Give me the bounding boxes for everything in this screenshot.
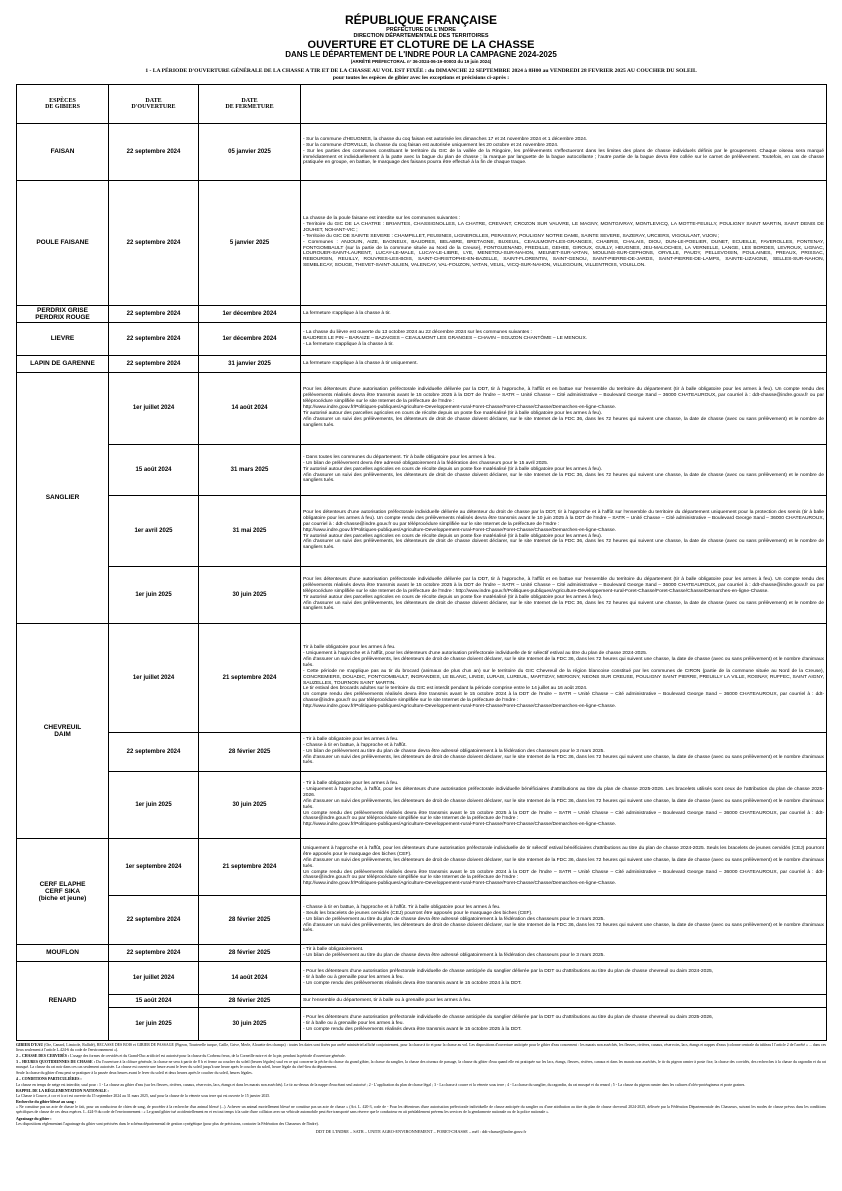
republique: RÉPUBLIQUE FRANÇAISE [344, 13, 497, 27]
note-heures: 3 – HEURES QUOTIDIENNES DE CHASSE : Du l'ouverture à la clôture générale, la chasse ne sera à partir de 8 h et ferme au coucher du soleil (heures légales) sauf en ce qui concerne la pêche du chasse du grand gibier, la chasse du sanglier, la chasse des oiseaux de passage, la chasse du gibier d'eau quand elle est pratiquée sur les lacs, étangs, fleuves, rivières, canaux et dans les marais non asséchés, le tir du pigeon ramier à poste fixe, la chasse des corvidés, des recherches à la chasse du ragondin et du rat musqué. La chasse du rat noir dans ces cas seulement autorisée. La chasse est ouverte une heure avant le lever du soleil jusqu'à une heure après le coucher du soleil, heure légale du chef-lieu du département. [16, 1059, 826, 1070]
note-cervides: 2 – CHASSE DES CERVIDÉS : L'usage des formes de cervidés et du Grand-Duc artificiel est autorisé pour la chasse du Corbeau freux, de la Corneille noire et de la pie, pendant la période d'ouverture générale. [16, 1053, 346, 1058]
cerf-species: CERF ELAPHE CERF SIKA (biche et jeune) [17, 838, 109, 944]
species-row-0-species: FAISAN [17, 123, 109, 180]
renard-details: Sur l'ensemble du département, tir à balle ou à grenaille pour les armes à feu. [301, 994, 827, 1007]
table-row [17, 623, 827, 732]
species-row-2-species: PERDRIX GRISE PERDRIX ROUGE [17, 305, 109, 322]
cerf-close: 21 septembre 2024 [199, 838, 301, 895]
renard-open: 1er juillet 2024 [109, 961, 199, 994]
header-details [301, 84, 827, 123]
note-agrainage: Agrainage du gibier : Les dispositions réglementant l'agrainage du gibier sont précisées dans le schéma départemental de gestion cynégétique (pour plus de précisions, contacter la Fédération des Chasseurs de l'Indre). [16, 1116, 319, 1126]
species-row-1-details: La chasse de la poule faisane est interdite sur les communes suivantes : - Territoire du GIC DE LA CHATRE : BRIANTES, CHASSIGNOLLES, LA CHATRE, CREVANT, CROZON SUR VAUVRE, LE MAGNY, MONTGIVRAY, MONTLEVICQ, LA MOTTE-FEUILLY, POULIGNY SAINT MARTIN, SAINT DENIS DE JOUHET, NOHANT-VIC ; - Territoire du GIC DE SAINTE SEVERE : CHAMPILLET, FEUSINES, LIGNEROLLES, PERASSAY, POULIGNY NOTRE DAME, SAINTE SEVERE, SAZERAY, URCIERS, VIGOULANT, VIJON ; - Communes : ANJOUIN, AIZE, BAGNEUX, BAUDRES, BELABRE, BRETAGNE, BUXEUIL, CEAULMONT-LES-GRANGES, CHABRIS, CHALAIS, DIOU, DUN-LE-POELIER, DUNET, ECUEILLE, FAVEROLLES, FONTENAY, FONTGOMBAULT (sur la partie de la commune située au Nord de la Creuse), FONTGUENAND, FREDILLE, GEHEE, GIROUX, GUILLY, HEUGNES, JEU-MALOCHES, LA VERNELLE, LANGE, LES BORDES, LEVROUX, LIGNAC, LOUROUER-SAINT-LAURENT, LUCAY-LE-MALE, LUCAY-LE-LIBRE, LYE, MENETOU-SUR-NAHON, MEUNET-SUR-VATAN, MOULINS-SUR-CEPHONS, ORVILLE, PAUDY, PELLEVOISIN, POULAINES, PREAUX, PRISSAC, REBOURSIN, REUILLY, ROUVRES-LES-BOIS, SAINT-CHRISTOPHE-EN-BAZELLE, SAINT-FLORENTIN, SAINT-GENOU, SAINT-PIERRE-DE-JARDS, SAINT-PIERRE-DE-LAMPS, SAINTE-LIZAIGNE, SELLES-SUR-NAHON, SEMBLECAY, SOUGE, THEVET-SAINT-JULIEN, VALENCAY, VAL-FOUZON, VATAN, VEUIL, VICQ-SUR-NAHON, VILLEGOUIN, VILLENTROIS, VOUILLON. [301, 180, 827, 305]
species-row-1-close: 5 janvier 2025 [199, 180, 301, 305]
note-passee: Seule la chasse du gibier d'eau peut se pratiquer à la passée deux heures avant le lever du soleil et deux heures après le coucher du soleil, heures légales. [16, 1071, 253, 1076]
mouflon-details: - Tir à balle obligatoirement. - Un bilan de prélèvement au titre du plan de chasse devra être adressé obligatoirement à la fédération des chasseurs pour le 3 mars 2025. [301, 944, 827, 961]
species-row-0-close: 05 janvier 2025 [199, 123, 301, 180]
page-subtitle: DANS LE DÉPARTEMENT DE L'INDRE POUR LA CAMPAGNE 2024-2025 [285, 50, 557, 60]
renard-close: 28 février 2025 [199, 994, 301, 1007]
table-row [17, 123, 827, 180]
mouflon-close: 28 février 2025 [199, 944, 301, 961]
species-row-2-close: 1er décembre 2024 [199, 305, 301, 322]
intro-line-2: pour toutes les espèces de gibier avec les exceptions et précisions ci-après : [332, 74, 510, 81]
note-gibier-blesse: Recherche du gibier blessé au sang : « Ne constitue pas un acte de chasse le fait, pour un conducteur de chien de sang, de procéder à la recherche d'un animal blessé (...). Achever un animal mortellement blessé ne constitue pas un acte de chasse » (Art. L. 420-3, code de - Pour les détenteurs d'une autorisation préfectorale individuelle de chasse anticipée du sanglier ou d'une attribution au titre du plan de chasse chevreuil 2024-2025, délivrée par la Fédération Départementale des Chasseurs, suivant les modes de chasse prévus dans les conditions spécifiques de chasse de ces deux espèces. L. 424-9 du code de l'environnement : « Le grand gibier tué accidentellement en et en tout temps à la suite d'une collision avec un véhicule automobile peut être transporté sans réserve que le conducteur en ait préalablement prévenu les services de la gendarmerie nationale ou de la police nationale ». [16, 1100, 826, 1115]
species-row-3-close: 1er décembre 2024 [199, 322, 301, 355]
mouflon-species: MOUFLON [17, 944, 109, 961]
table-row [17, 305, 827, 322]
sanglier-details: Pour les détenteurs d'une autorisation préfectorale individuelle délivrée par la DDT, tir à l'approche, à l'affût et en battue sur l'ensemble du territoire du département (tir à balle obligatoire pour les armes à feu). Un compte rendu des prélèvements réalisés devra être transmis avant le 15 octobre 2025 à la DDT de l'Indre – SATR – Unité Chasse – Cité administrative – Boulevard George Sand – 36000 CHATEAUROUX, par courriel à : ddt-chasse@indre.gouv.fr ou par téléprocédure simplifiée sur le site Internet de la préfecture de l'Indre : http://www.indre.gouv.fr/Politiques-publiques/Agriculture-Developpement-rural-Foret-Chasse/Foret-Chasse/Chasse/Demarches-en-ligne-Chasse. Tir autorisé autour des parcelles agricoles en cours de récolte depuis un poste fixe matérialisé (tir à balle obligatoire pour les armes à feu). Afin d'assurer un suivi des prélèvements, les détenteurs de droit de chasse doivent déclarer, sur le site Internet de la FDC 36, dans les 72 heures qui suivent une chasse, la date de chasse (avec ou sans prélèvement) et le nombre de sangliers tués. [301, 372, 827, 444]
sanglier-details: - Dans toutes les communes du département. Tir à balle obligatoire pour les armes à feu. - Un bilan de prélèvement devra être adressé obligatoirement à la fédération des chasseurs pour le 15 avril 2025. Tir autorisé autour des parcelles agricoles en cours de récolte depuis un poste fixe matérialisé (tir à balle obligatoire pour les armes à feu). Afin d'assurer un suivi des prélèvements, les détenteurs de droit de chasse doivent déclarer, sur le site Internet de la FDC 36, dans les 72 heures qui suivent une chasse, la date de chasse (avec ou sans prélèvement) et le nombre de sangliers tués. [301, 444, 827, 495]
species-row-0-details: - Sur la commune d'HEUGNES, la chasse du coq faisan est autorisée les dimanches 17 et 24 novembre 2024 et 1 décembre 2024. - Sur la commune d'ORVILLE, la chasse du coq faisan est autorisée uniquement les 20 octobre et 24 novembre 2024. - Sur les parties des communes constituant le territoire du GIC de la vallée de la Ringoire, les prélèvements s'effectueront dans les limites des plans de chasse individuels définis par le groupement. Chaque oiseau sera marqué immédiatement et individuellement à la patte avec la bague du plan de chasse ; la marque par languette de la bague autocollante ; l'autre partie de la bague devra être collée sur le carnet de prélèvement. Toutefois, en cas de chasse pratiquée en groupe, en battue, le marquage des faisans pourra être effectué à la fin de chaque traque. [301, 123, 827, 180]
table-row [17, 372, 827, 444]
chevreuil-close: 21 septembre 2024 [199, 623, 301, 732]
species-row-3-species: LIEVRE [17, 322, 109, 355]
renard-open: 15 août 2024 [109, 994, 199, 1007]
sanglier-details: Pour les détenteurs d'une autorisation préfectorale individuelle délivrée au détenteur du droit de chasse par la DDT, tir à l'approche et à l'affût sur l'ensemble du territoire du département uniquement pour la protection des semis (tir à balle obligatoire pour les armes à feu). Un compte rendu des prélèvements réalisés devra être transmis avant le 10 juin 2025 à la DDT de l'Indre – SATR – Unité Chasse – Cité administrative – Boulevard George Sand – 36000 CHATEAUROUX, par courriel à : ddt-chasse@indre.gouv.fr ou par téléprocédure simplifiée sur le site Internet de la préfecture de l'Indre : http://www.indre.gouv.fr/Politiques-publiques/Agriculture-Developpement-rural-Foret-Chasse/Foret-Chasse/Chasse/Demarches-en-ligne-Chasse. Tir autorisé autour des parcelles agricoles en cours de récolte depuis un poste fixe matérialisé (tir à balle obligatoire pour les armes à feu). Afin d'assurer un suivi des prélèvements, les détenteurs de droit de chasse doivent déclarer, sur le site Internet de la FDC 36, dans les 72 heures qui suivent une chasse, la date de chasse (avec ou sans prélèvement) et le nombre de sangliers tués. [301, 495, 827, 566]
species-row-2-open: 22 septembre 2024 [109, 305, 199, 322]
footer-notes [16, 1043, 826, 1127]
species-row-0-open: 22 septembre 2024 [109, 123, 199, 180]
species-row-3-details: - La chasse du lièvre est ouverte du 13 octobre 2024 au 22 décembre 2024 sur les communes suivantes : BAUDRES LE PIN – BARAIZE – BAZAIGES – CEAULMONT LES GRANGES – CHAVIN – EGUZON CHANTÔME – LE MENOUX. - La fermeture s'applique à la chasse à tir. [301, 322, 827, 355]
footer-contact: DDT DE L'INDRE – SATR – UNITE AGRO-ENVIRONNEMENT – FORET-CHASSE – mél : ddt-chasse@indre.gouv.fr [315, 1128, 527, 1134]
sanglier-open: 1er juin 2025 [109, 566, 199, 623]
sanglier-close: 31 mai 2025 [199, 495, 301, 566]
table-row [17, 771, 827, 838]
sanglier-close: 31 mars 2025 [199, 444, 301, 495]
species-row-2-details: La fermeture s'applique à la chasse à tir. [301, 305, 827, 322]
sanglier-open: 1er juillet 2024 [109, 372, 199, 444]
intro [16, 68, 826, 81]
renard-species: RENARD [17, 961, 109, 1040]
header-species: ESPÈCES DE GIBIERS [17, 84, 109, 123]
sanglier-species: SANGLIER [17, 372, 109, 623]
chevreuil-open: 1er juin 2025 [109, 771, 199, 838]
species-row-4-close: 31 janvier 2025 [199, 355, 301, 372]
table-row [17, 322, 827, 355]
renard-close: 30 juin 2025 [199, 1007, 301, 1040]
sanglier-close: 30 juin 2025 [199, 566, 301, 623]
note-rappel: RAPPEL DE LA RÉGLEMENTATION NATIONALE : La Chasse à Courre, à cor et à cri est ouverte du 15 septembre 2024 au 31 mars 2025, sauf pour la chasse de la vénerie sous terre qui est ouverte le 15 janvier 2025. [16, 1088, 271, 1098]
table-row [17, 838, 827, 895]
chevreuil-close: 28 février 2025 [199, 732, 301, 771]
hunting-table [16, 84, 827, 1041]
sanglier-details: Pour les détenteurs d'une autorisation préfectorale individuelle délivrée par la DDT, tir à l'approche, à l'affût et en battue sur l'ensemble du territoire du département (tir à balle obligatoire pour les armes à feu). Un compte rendu des prélèvements réalisés devra être transmis avant le 15 octobre 2025 à la DDT de l'Indre – SATR – Unité Chasse – Cité administrative – Boulevard George Sand – 36000 CHATEAUROUX, par courriel à : ddt-chasse@indre.gouv.fr ou par téléprocédure simplifiée sur le site Internet de la préfecture de l'Indre : http://www.indre.gouv.fr/Politiques-publiques/Agriculture-Developpement-rural-Foret-Chasse/Foret-Chasse/Chasse/Demarches-en-ligne-Chasse. Tir autorisé autour des parcelles agricoles en cours de récolte depuis un poste fixe matérialisé (tir à balle obligatoire pour les armes à feu). Afin d'assurer un suivi des prélèvements, les détenteurs de droit de chasse doivent déclarer, sur le site Internet de la FDC 36, dans les 72 heures qui suivent une chasse, la date de chasse (avec ou sans prélèvement) et le nombre de sangliers tués. [301, 566, 827, 623]
chevreuil-details: Tir à balle obligatoire pour les armes à feu. - Uniquement à l'approche et à l'affût, pour les détenteurs d'une autorisation préfectorale individuelle de tir sélectif estival au titre du plan de chasse 2024-2025. Afin d'assurer un suivi des prélèvements, les détenteurs de droit de chasse doivent déclarer, sur le site Internet de la FDC 36, dans les 72 heures qui suivent une chasse, la date de chasse (avec ou sans prélèvement) et le nombre d'animaux tués. - Cette période ne s'applique pas au tir du brocard (animaux de plus d'un an) sur le territoire du GIC Chevreuil de la région blancoise constitué par les communes de CIRON (partie de la commune située au Nord de la Creuse), CONCREMIERS, DOUADIC, FONTGOMBAULT, INGRANDES, LE BLANC, LINGE, LURAIS, LUREUIL, MARTIZAY, MERIGNY, NEONS SUR CREUSE, POULIGNY SAINT PIERRE, PREUILLY LA VILLE, ROSNAY, RUFFEC, SAINT AIGNY, SAUZELLES, TOURNON SAINT MARTIN. Le tir estival des brocards adultes sur le territoire du GIC est interdit pendant la période comprise entre le 14 juillet au 16 août 2024. Un compte rendu des prélèvements réalisés devra être transmis avant le 15 octobre 2024 à la DDT de l'Indre – SATR – Unité Chasse – Cité administrative – Boulevard George Sand – 36000 CHATEAUROUX, par courriel à : ddt-chasse@indre.gouv.fr ou par téléprocédure simplifiée sur le site Internet de la préfecture de l'Indre : http://www.indre.gouv.fr/Politiques-publiques/Agriculture-Developpement-rural-Foret-Chasse/Foret-Chasse/Chasse/Demarches-en-ligne-Chasse. [301, 623, 827, 732]
page-title: OUVERTURE ET CLOTURE DE LA CHASSE [307, 39, 535, 52]
table-row [17, 1007, 827, 1040]
species-row-4-open: 22 septembre 2024 [109, 355, 199, 372]
table-row [17, 180, 827, 305]
sanglier-open: 1er avril 2025 [109, 495, 199, 566]
renard-close: 14 août 2024 [199, 961, 301, 994]
note-conditions: 4 – CONDITIONS PARTICULIÈRES : La chasse en temps de neige est interdite, sauf pour : 1 - La chasse au gibier d'eau (sur les fleuves, rivières, canaux, réservoirs, lacs, étangs et dans les marais non asséchés). Le tir au-dessus de la nappe d'eau étant seul autorisé ; 2 - L'application du plan de chasse légal ; 3 - La chasse à courre et la vénerie sous terre ; 4 - La chasse du sanglier, du ragondin, du rat musqué et du renard ; 5 - La chasse du pigeon ramier dans les cultures d'oléo-protéagineux et porte graines. [16, 1077, 746, 1087]
table-row [17, 732, 827, 771]
table-row [17, 961, 827, 994]
chevreuil-open: 1er juillet 2024 [109, 623, 199, 732]
cerf-open: 22 septembre 2024 [109, 895, 199, 944]
table-row [17, 895, 827, 944]
table-row [17, 994, 827, 1007]
sanglier-close: 14 août 2024 [199, 372, 301, 444]
arrete-reference: (ARRÊTÉ PRÉFECTORAL n° 36-2024-06-19-00003 du 19 juin 2024) [350, 59, 492, 65]
note-gibier-eau: GIBIER D'EAU (Oie, Canard, Limicole, Rallidé), BECASSE DES BOIS et GIBIER DE PASSAGE (Pigeon, Tourterelle turque, Caille, Grive, Merle, Alouette des champs) : toutes les dates sont fixées par arrêté ministériel affiché conjointement, pour la chasse à tir et pour la chasse au vol. Les dispositions d'ouverture anticipée pour le gibier d'eau concernent : les marais non asséchés, les fleuves, rivières, canaux, réservoirs, lacs, étangs et nappes d'eaux (colonne centrale du tableau I l'article 2 de l'arrêté « ... dans ces lieux seulement à l'article L.424-6 du code de l'environnement »). [16, 1042, 826, 1052]
cerf-close: 28 février 2025 [199, 895, 301, 944]
cerf-details: - Chasse à tir en battue, à l'approche et à l'affût. Tir à balle obligatoire pour les armes à feu. - Seuls les bracelets de jeunes cervidés (CEJ) pourront être apposés pour le marquage des biches (CEF). - Un bilan de prélèvement au titre du plan de chasse devra être adressé obligatoirement à la fédération des chasseurs pour le 3 mars 2025. Afin d'assurer un suivi des prélèvements, les détenteurs de droit de chasse doivent déclarer, sur le site Internet de la FDC 36, dans les 72 heures qui suivent une chasse, la date de chasse (avec ou sans prélèvement) et le nombre d'animaux tués. [301, 895, 827, 944]
header-open: DATE D'OUVERTURE [109, 84, 199, 123]
table-row [17, 944, 827, 961]
chevreuil-details: - Tir à balle obligatoire pour les armes à feu. - Uniquement à l'approche, à l'affût, pour les détenteurs d'une autorisation préfectorale individuelle bénéficiaires d'attributions au titre du plan de chasse 2025-2026. Les bracelets utilisés sont ceux de l'attribution du plan de chasse 2025-2026. Afin d'assurer un suivi des prélèvements, les détenteurs de droit de chasse doivent déclarer, sur le site Internet de la FDC 36, dans les 72 heures qui suivent une chasse, la date de chasse (avec ou sans prélèvement) et le nombre d'animaux tués. Un compte rendu des prélèvements réalisés devra être transmis avant le 15 octobre 2025 à la DDT de l'Indre – SATR – Unité Chasse – Cité administrative – Boulevard George Sand – 36000 CHATEAUROUX, par courriel à : ddt-chasse@indre.gouv.fr ou par téléprocédure simplifiée sur le site Internet de la préfecture de l'Indre : http://www.indre.gouv.fr/Politiques-publiques/Agriculture-Developpement-rural-Foret-Chasse/Foret-Chasse/Chasse/Demarches-en-ligne-Chasse. [301, 771, 827, 838]
table-row [17, 495, 827, 566]
renard-open: 1er juin 2025 [109, 1007, 199, 1040]
intro-line-1: 1 - LA PÉRIODE D'OUVERTURE GÉNÉRALE DE LA CHASSE A TIR ET DE LA CHASSE AU VOL EST FIXÉE : du DIMANCHE 22 SEPTEMBRE 2024 à 8H00 au VENDREDI 28 FEVRIER 2025 AU COUCHER DU SOLEIL [145, 68, 697, 75]
species-row-3-open: 22 septembre 2024 [109, 322, 199, 355]
species-row-1-species: POULE FAISANE [17, 180, 109, 305]
table-row [17, 444, 827, 495]
chevreuil-close: 30 juin 2025 [199, 771, 301, 838]
mouflon-open: 22 septembre 2024 [109, 944, 199, 961]
document-header [16, 14, 826, 65]
chevreuil-species: CHEVREUIL DAIM [17, 623, 109, 838]
chevreuil-details: - Tir à balle obligatoire pour les armes à feu. - Chasse à tir en battue, à l'approche et à l'affût. - Un bilan de prélèvement au titre du plan de chasse devra être adressé obligatoirement à la fédération des chasseurs pour le 3 mars 2025. Afin d'assurer un suivi des prélèvements, les détenteurs de droit de chasse doivent déclarer, sur le site Internet de la FDC 36, dans les 72 heures qui suivent une chasse, la date de chasse (avec ou sans prélèvement) et le nombre d'animaux tués. [301, 732, 827, 771]
table-header-row [17, 84, 827, 123]
renard-details: - Pour les détenteurs d'une autorisation préfectorale individuelle de chasse anticipée du sanglier délivrée par la DDT ou d'attributions au titre du plan de chasse chevreuil ou daim 2024-2025, - tir à balle ou à grenaille pour les armes à feu. - Un compte rendu des prélèvements réalisés devra être transmis avant le 15 octobre 2024 à la DDT. [301, 961, 827, 994]
chevreuil-open: 22 septembre 2024 [109, 732, 199, 771]
species-row-1-open: 22 septembre 2024 [109, 180, 199, 305]
renard-details: - Pour les détenteurs d'une autorisation préfectorale individuelle de chasse anticipée du sanglier délivrée par la DDT ou d'attributions au titre du plan de chasse chevreuil ou daim 2025-2026, - tir à balle ou à grenaille pour les armes à feu. - Un compte rendu des prélèvements réalisés devra être transmis avant le 15 octobre 2025 à la DDT. [301, 1007, 827, 1040]
header-close: DATE DE FERMETURE [199, 84, 301, 123]
species-row-4-species: LAPIN DE GARENNE [17, 355, 109, 372]
prefecture: PRÉFECTURE DE L'INDRE [386, 27, 456, 34]
species-row-4-details: La fermeture s'applique à la chasse à tir uniquement. [301, 355, 827, 372]
sanglier-open: 15 août 2024 [109, 444, 199, 495]
cerf-details: Uniquement à l'approche et à l'affût, pour les détenteurs d'une autorisation préfectorale individuelle de tir sélectif estival bénéficiaires d'attributions au titre du plan de chasse 2024-2025. Seuls les bracelets de jeunes cervidés (CEJ) pourront être apposés pour le marquage des biches (CEF). Afin d'assurer un suivi des prélèvements, les détenteurs de droit de chasse doivent déclarer, sur le site Internet de la FDC 36, dans les 72 heures qui suivent une chasse, la date de chasse (avec ou sans prélèvement) et le nombre d'animaux tués. Un compte rendu des prélèvements réalisés devra être transmis avant le 15 octobre 2024 à la DDT de l'Indre – SATR – Unité Chasse – Cité administrative – Boulevard George Sand – 36000 CHATEAUROUX, par courriel à : ddt-chasse@indre.gouv.fr ou par téléprocédure simplifiée sur le site Internet de la préfecture de l'Indre : http://www.indre.gouv.fr/Politiques-publiques/Agriculture-Developpement-rural-Foret-Chasse/Foret-Chasse/Chasse/Demarches-en-ligne-Chasse. [301, 838, 827, 895]
cerf-open: 1er septembre 2024 [109, 838, 199, 895]
direction: DIRECTION DÉPARTEMENTALE DES TERRITOIRES [353, 33, 489, 40]
page [16, 0, 826, 1134]
table-row [17, 355, 827, 372]
table-row [17, 566, 827, 623]
